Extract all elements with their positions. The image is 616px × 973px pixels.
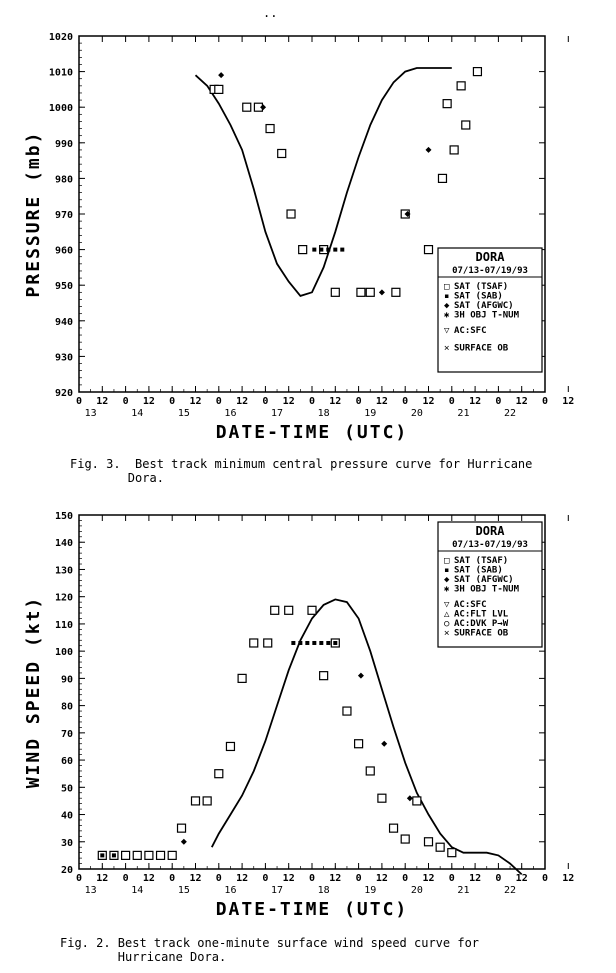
x-hour-tick-label: 0 [448,873,455,884]
x-hour-tick-label: 0 [448,396,455,407]
x-hour-tick-label: 0 [75,873,83,884]
y-tick-label: 80 [60,701,73,713]
x-day-tick-label: 20 [410,885,423,896]
x-hour-tick-label: 12 [236,396,249,407]
legend-symbol: ○ [444,619,450,629]
x-hour-tick-label: 0 [262,396,269,407]
legend-subtitle: 07/13-07/19/93 [452,266,528,276]
legend-symbol: ▪ [444,291,450,302]
legend-entry: SAT (SAB) [454,565,503,576]
legend-entry: AC:SFC [454,326,487,336]
y-axis-label: PRESSURE (mb) [23,130,44,298]
point-open-square [438,174,446,182]
point-filled-square [112,853,116,857]
x-hour-tick-label: 12 [282,873,295,884]
y-tick-label: 100 [54,647,73,659]
y-tick-label: 940 [54,316,73,328]
point-diamond [358,673,364,679]
y-tick-label: 150 [54,511,73,522]
legend-title: DORA [475,250,505,264]
y-tick-label: 30 [60,837,73,849]
x-hour-tick-label: 12 [562,396,575,407]
legend-entry: 3H OBJ T-NUM [454,584,520,595]
legend-symbol: △ [444,609,450,620]
legend-symbol: □ [444,282,450,292]
y-tick-label: 40 [60,810,73,822]
legend-symbol: ◆ [444,575,450,585]
y-tick-label: 950 [54,281,73,293]
point-open-square [425,246,433,254]
x-day-tick-label: 15 [177,885,190,896]
x-hour-tick-label: 0 [215,873,222,884]
point-open-square [413,797,421,805]
point-open-square [250,639,258,647]
x-hour-tick-label: 0 [169,873,176,884]
x-hour-tick-label: 0 [169,396,176,407]
wind-chart-svg [0,500,616,930]
point-open-square [266,125,274,133]
x-hour-tick-label: 12 [422,873,435,884]
x-hour-tick-label: 12 [469,873,482,884]
point-open-square [168,851,176,859]
point-filled-square [305,641,309,645]
point-filled-square [326,248,330,252]
x-hour-tick-label: 0 [308,873,316,884]
y-tick-label: 920 [54,388,73,399]
point-open-square [343,707,351,715]
pressure-caption: Fig. 3. Best track minimum central pressure curve for Hurricane Dora. [70,457,533,485]
legend-symbol: ✕ [444,628,450,639]
point-open-square [271,606,279,614]
point-open-square [401,835,409,843]
legend-entry: AC:SFC [454,600,487,610]
x-day-tick-label: 14 [131,408,144,419]
y-tick-label: 70 [60,728,73,740]
point-open-square [320,672,328,680]
point-filled-square [319,248,323,252]
x-day-tick-label: 17 [271,408,284,419]
point-filled-square [319,641,323,645]
point-open-square [133,851,141,859]
x-hour-tick-label: 12 [96,396,109,407]
point-open-square [308,606,316,614]
point-diamond [407,795,413,801]
point-diamond [381,741,387,747]
x-hour-tick-label: 0 [541,873,549,884]
point-open-square [215,85,223,93]
point-open-square [462,121,470,129]
point-open-square [243,103,251,111]
y-tick-label: 140 [54,538,73,550]
y-tick-label: 60 [60,756,73,768]
y-tick-label: 960 [54,245,73,257]
legend-entry: 3H OBJ T-NUM [454,310,520,321]
point-open-square [287,210,295,218]
point-open-square [473,68,481,76]
y-tick-label: 90 [60,674,73,686]
x-day-tick-label: 22 [504,408,517,419]
wind-chart [0,500,616,930]
legend-entry: SAT (TSAF) [454,556,509,566]
point-diamond [379,289,385,295]
x-hour-tick-label: 12 [422,396,435,407]
x-day-tick-label: 21 [457,885,470,896]
point-diamond [181,839,187,845]
point-open-square [448,849,456,857]
legend-entry: SAT (AFGWC) [454,301,514,311]
point-open-square [157,851,165,859]
y-tick-label: 120 [54,592,73,604]
x-hour-tick-label: 12 [562,873,575,884]
legend-entry: SAT (TSAF) [454,282,509,292]
point-open-square [178,824,186,832]
point-filled-square [333,248,337,252]
pressure-chart [0,0,616,450]
point-open-square [425,838,433,846]
y-tick-label: 970 [54,210,73,221]
x-hour-tick-label: 0 [355,396,362,407]
x-hour-tick-label: 0 [402,396,409,407]
x-day-tick-label: 17 [271,885,284,896]
legend-symbol: ◆ [444,301,450,311]
legend-symbol: ▪ [444,565,450,576]
y-tick-label: 110 [54,619,73,631]
point-open-square [436,843,444,851]
legend-symbol: ✱ [444,584,450,595]
point-open-square [122,851,130,859]
x-day-tick-label: 18 [317,885,330,896]
point-open-square [203,797,211,805]
legend-symbol: □ [444,556,450,566]
x-hour-tick-label: 12 [375,396,388,407]
legend-entry: SURFACE OB [454,628,509,639]
y-tick-label: 20 [60,865,73,876]
legend-symbol: ▽ [444,326,450,336]
legend-entry: SAT (SAB) [454,291,503,302]
x-hour-tick-label: 12 [236,873,249,884]
point-open-square [331,288,339,296]
point-open-square [390,824,398,832]
x-day-tick-label: 13 [84,885,97,896]
point-open-square [366,288,374,296]
y-tick-label: 1010 [48,67,73,79]
legend-entry: AC:DVK P→W [454,619,509,629]
y-axis-label: WIND SPEED (kt) [23,595,44,789]
x-day-tick-label: 16 [224,885,237,896]
x-hour-tick-label: 12 [96,873,109,884]
x-hour-tick-label: 12 [469,396,482,407]
point-filled-square [333,641,337,645]
x-hour-tick-label: 0 [215,396,222,407]
point-open-square [457,82,465,90]
point-filled-square [326,641,330,645]
legend-entry: AC:FLT LVL [454,609,509,620]
legend-title: DORA [475,524,505,538]
x-hour-tick-label: 0 [541,396,549,407]
x-hour-tick-label: 12 [329,396,342,407]
x-hour-tick-label: 12 [282,396,295,407]
point-diamond [218,72,224,78]
legend-symbol: ✱ [444,310,450,321]
pressure-chart-svg [0,0,616,450]
point-filled-square [312,248,316,252]
y-tick-label: 990 [54,138,73,150]
y-tick-label: 980 [54,174,73,186]
x-day-tick-label: 21 [457,408,470,419]
wind-caption: Fig. 2. Best track one-minute surface wind speed curve for Hurricane Dora. [60,936,480,964]
point-open-square [192,797,200,805]
y-tick-label: 50 [60,783,73,795]
point-filled-square [312,641,316,645]
point-filled-square [298,641,302,645]
point-open-square [226,742,234,750]
point-open-square [145,851,153,859]
point-open-square [285,606,293,614]
point-filled-square [291,641,295,645]
legend-symbol: ▽ [444,600,450,610]
y-tick-label: 930 [54,352,73,364]
y-tick-label: 1020 [48,32,73,43]
x-day-tick-label: 16 [224,408,237,419]
x-day-tick-label: 14 [131,885,144,896]
x-hour-tick-label: 0 [122,396,129,407]
x-axis-label: DATE-TIME (UTC) [215,899,409,920]
x-hour-tick-label: 0 [495,396,502,407]
y-tick-label: 1000 [48,103,73,115]
x-day-tick-label: 20 [410,408,423,419]
x-hour-tick-label: 0 [402,873,409,884]
x-day-tick-label: 13 [84,408,97,419]
point-open-square [443,100,451,108]
x-day-tick-label: 18 [317,408,330,419]
point-open-square [357,288,365,296]
point-open-square [215,770,223,778]
x-day-tick-label: 19 [364,408,377,419]
x-day-tick-label: 22 [504,885,517,896]
x-axis-label: DATE-TIME (UTC) [215,422,409,443]
x-hour-tick-label: 0 [75,396,83,407]
point-open-square [264,639,272,647]
point-diamond [426,147,432,153]
x-hour-tick-label: 0 [495,873,502,884]
point-open-square [355,740,363,748]
x-hour-tick-label: 12 [189,873,202,884]
point-open-square [392,288,400,296]
stray-mark: .. [263,6,278,20]
x-hour-tick-label: 0 [122,873,129,884]
y-tick-label: 130 [54,565,73,577]
x-day-tick-label: 15 [177,408,190,419]
point-filled-square [100,853,104,857]
legend-entry: SAT (AFGWC) [454,575,514,585]
legend-symbol: ✕ [444,343,450,354]
x-hour-tick-label: 12 [329,873,342,884]
x-hour-tick-label: 12 [375,873,388,884]
point-open-square [378,794,386,802]
point-open-square [299,246,307,254]
x-hour-tick-label: 0 [308,396,316,407]
point-open-square [450,146,458,154]
point-open-square [366,767,374,775]
legend-entry: SURFACE OB [454,343,509,354]
x-hour-tick-label: 12 [189,396,202,407]
x-hour-tick-label: 0 [355,873,362,884]
x-hour-tick-label: 12 [142,396,155,407]
x-hour-tick-label: 12 [515,396,528,407]
point-open-square [278,149,286,157]
x-hour-tick-label: 12 [515,873,528,884]
point-open-square [238,674,246,682]
legend-subtitle: 07/13-07/19/93 [452,540,528,550]
x-hour-tick-label: 12 [142,873,155,884]
best-track-curve [196,68,452,296]
x-day-tick-label: 19 [364,885,377,896]
point-filled-square [340,248,344,252]
x-hour-tick-label: 0 [262,873,269,884]
